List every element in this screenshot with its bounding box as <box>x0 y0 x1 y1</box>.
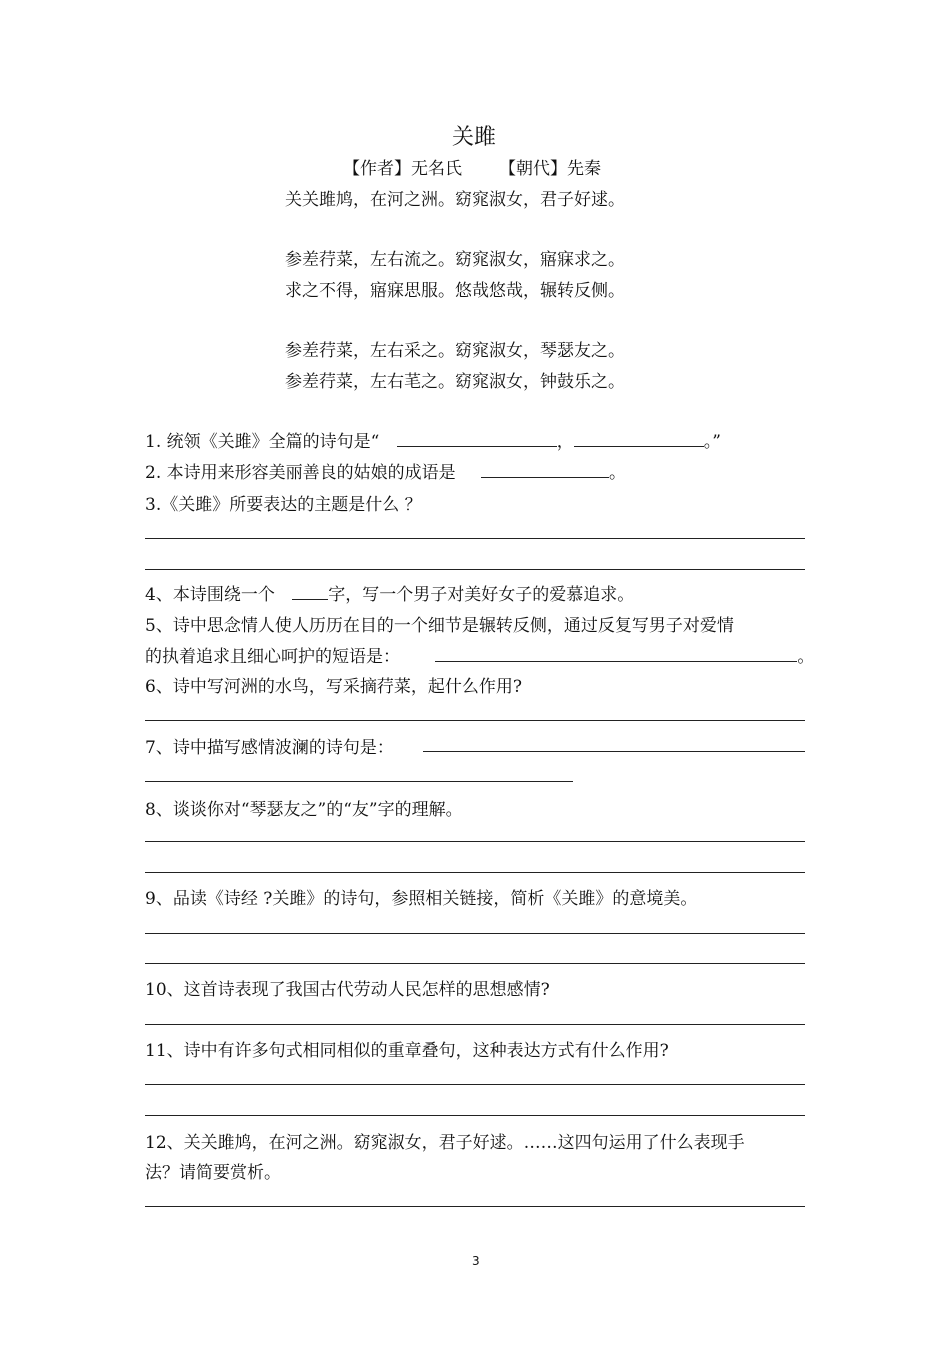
answer-blank-4[interactable] <box>292 582 328 600</box>
question-5-line-1: 5、诗中思念情人使人历历在目的一个细节是辗转反侧，通过反复写男子对爱情 <box>145 616 734 636</box>
page-number: 3 <box>472 1254 480 1268</box>
question-12-line-1: 12、关关雎鸠，在河之洲。窈窕淑女，君子好逑。……这四句运用了什么表现手 <box>145 1133 745 1153</box>
answer-blank-1a[interactable] <box>397 429 557 447</box>
answer-line-3b[interactable] <box>145 569 805 570</box>
question-7: 7、诗中描写感情波澜的诗句是： <box>145 738 394 758</box>
question-5-end: 。 <box>797 647 815 667</box>
answer-line-12[interactable] <box>145 1206 805 1207</box>
question-1 <box>145 427 721 452</box>
question-2 <box>145 458 626 483</box>
question-2-end: 。 <box>609 463 627 483</box>
question-11: 11、诗中有许多句式相同相似的重章叠句，这种表达方式有什么作用? <box>145 1041 669 1061</box>
answer-line-8a[interactable] <box>145 841 805 842</box>
answer-line-9b[interactable] <box>145 963 805 964</box>
answer-line-11a[interactable] <box>145 1084 805 1085</box>
poem-line: 关关雎鸠，在河之洲。窈窕淑女，君子好逑。 <box>285 190 625 210</box>
poem-line: 求之不得，寤寐思服。悠哉悠哉，辗转反侧。 <box>285 281 625 301</box>
answer-line-7a[interactable] <box>423 751 805 752</box>
poem-line: 参差荇菜，左右流之。窈窕淑女，寤寐求之。 <box>285 250 625 270</box>
answer-line-9a[interactable] <box>145 933 805 934</box>
poem-title: 关雎 <box>452 125 497 150</box>
question-4 <box>145 580 634 605</box>
question-6: 6、诗中写河洲的水鸟，写采摘荇菜，起什么作用? <box>145 677 522 697</box>
question-4-end: 字，写一个男子对美好女子的爱慕追求。 <box>328 585 635 605</box>
question-3: 3.《关雎》所要表达的主题是什么 ？ <box>145 495 422 515</box>
question-1-end: 。” <box>703 432 721 452</box>
question-1-comma: ， <box>556 432 574 452</box>
question-5-line-2 <box>145 642 814 667</box>
question-4-text: 4、本诗围绕一个 <box>145 585 275 605</box>
author-meta: 【作者】无名氏 <box>343 159 462 179</box>
question-12-line-2: 法？请简要赏析。 <box>145 1163 281 1183</box>
question-2-text: 2. 本诗用来形容美丽善良的姑娘的成语是 <box>145 463 456 483</box>
dynasty-meta: 【朝代】先秦 <box>499 159 601 179</box>
poem-line: 参差荇菜，左右采之。窈窕淑女，琴瑟友之。 <box>285 341 625 361</box>
poem-line: 参差荇菜，左右芼之。窈窕淑女，钟鼓乐之。 <box>285 372 625 392</box>
answer-line-10[interactable] <box>145 1024 805 1025</box>
answer-line-11b[interactable] <box>145 1115 805 1116</box>
question-9: 9、品读《诗经 ?关雎》的诗句，参照相关链接，简析《关雎》的意境美。 <box>145 889 698 909</box>
answer-blank-2[interactable] <box>481 460 609 478</box>
question-1-text: 1. 统领《关雎》全篇的诗句是“ <box>145 432 380 452</box>
answer-blank-1b[interactable] <box>574 429 704 447</box>
question-5-text: 的执着追求且细心呵护的短语是： <box>145 647 400 667</box>
question-8: 8、谈谈你对“琴瑟友之”的“友”字的理解。 <box>145 800 463 820</box>
answer-line-3a[interactable] <box>145 538 805 539</box>
answer-line-7b[interactable] <box>145 781 573 782</box>
question-10: 10、这首诗表现了我国古代劳动人民怎样的思想感情? <box>145 980 550 1000</box>
answer-line-6[interactable] <box>145 720 805 721</box>
answer-line-8b[interactable] <box>145 872 805 873</box>
answer-blank-5[interactable] <box>435 644 797 662</box>
